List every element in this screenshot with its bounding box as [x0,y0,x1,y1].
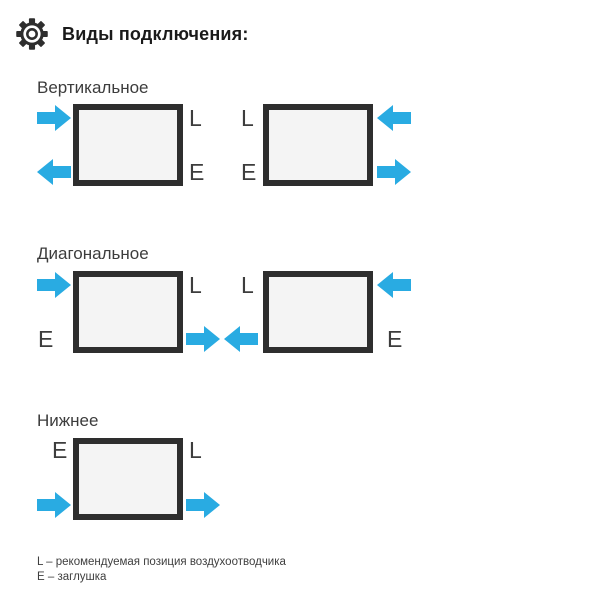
flow-in-arrow-right-icon [37,272,71,298]
section-title-bottom: Нижнее [37,411,99,430]
port-label-L: L [189,105,202,131]
port-label-L: L [189,437,202,463]
flow-out-arrow-right-icon [186,326,220,352]
flow-in-arrow-left-icon [377,105,411,131]
port-label-E: E [38,326,54,352]
radiator-vertical-right [263,104,373,186]
port-label-L: L [241,105,254,131]
radiator-vertical-left [73,104,183,186]
port-label-E: E [387,326,403,352]
flow-out-arrow-right-icon [377,159,411,185]
page-title: Виды подключения: [62,24,249,44]
section-title-diagonal: Диагональное [37,244,149,263]
flow-out-arrow-left-icon [37,159,71,185]
legend-line-E: E – заглушка [37,571,107,583]
flow-out-arrow-right-icon [186,492,220,518]
radiator-bottom [73,438,183,520]
flow-out-arrow-left-icon [224,326,258,352]
port-label-E: E [241,159,257,185]
port-label-L: L [189,272,202,298]
section-title-vertical: Вертикальное [37,78,149,97]
flow-in-arrow-right-icon [37,492,71,518]
radiator-diagonal-right [263,271,373,353]
radiator-diagonal-left [73,271,183,353]
flow-in-arrow-right-icon [37,105,71,131]
port-label-E: E [189,159,205,185]
legend-line-L: L – рекомендуемая позиция воздухоотводчика [37,556,286,568]
port-label-E: E [52,437,68,463]
gear-icon [14,16,50,52]
port-label-L: L [241,272,254,298]
flow-in-arrow-left-icon [377,272,411,298]
